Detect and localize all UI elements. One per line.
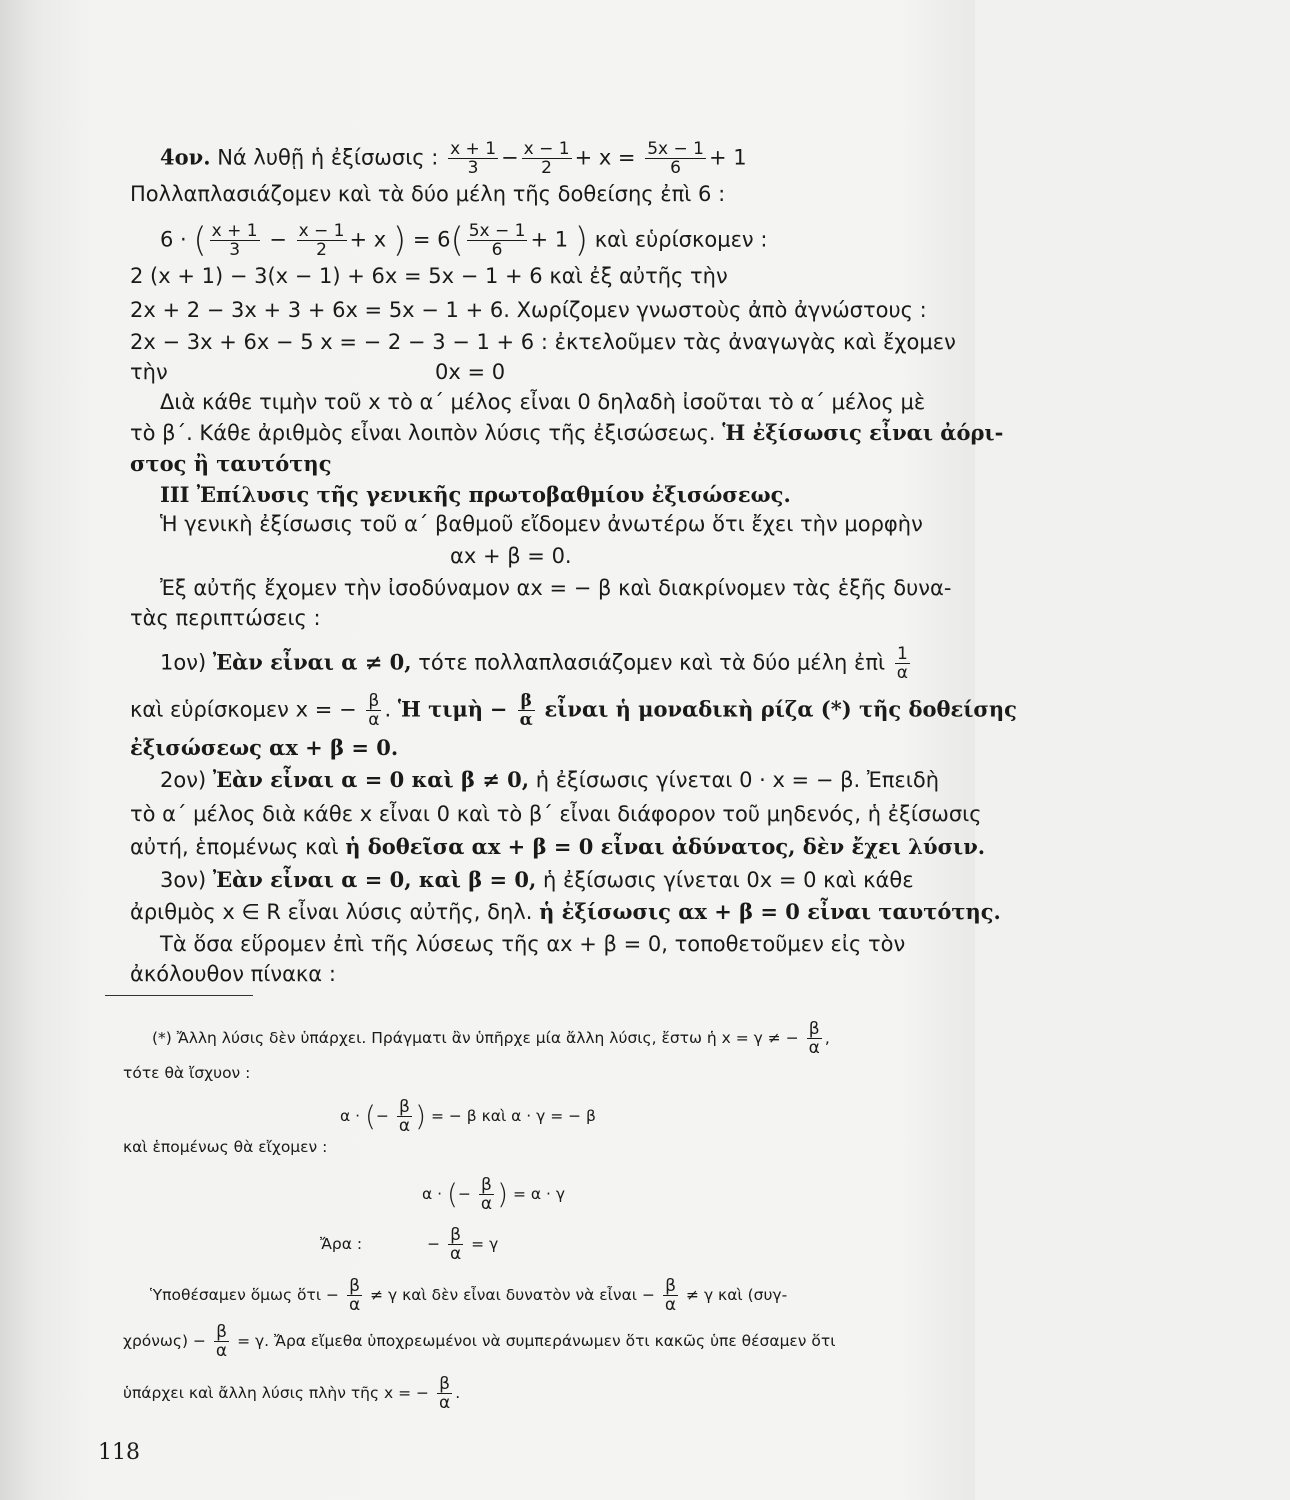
case-3-line — [160, 866, 1000, 894]
problem-text: Νά λυθῇ ἡ ἐξίσωσις : — [217, 145, 439, 170]
footnote-text: χρόνως) − — [123, 1332, 206, 1350]
footnote-text: ≠ γ καὶ (συγ- — [686, 1286, 788, 1304]
bold-text: εἶναι ἡ μοναδικὴ ρίζα (*) τῆς δοθείσης — [544, 696, 1017, 722]
footnote-line: (*) Ἄλλη λύσις δὲν ὑπάρχει. Πράγματι ἂν ὑπῆρχε μία ἄλλη λύσις, ἔστω ἡ x = γ ≠ − $\frac{\beta}{\alpha}$ , — [152, 1019, 830, 1058]
text-line: Πολλαπλασιάζομεν καὶ τὰ δύο μέλη τῆς δοθείσης ἐπὶ 6 : — [130, 182, 726, 206]
bold-text: Ἡ ἐξίσωσις εἶναι ἀόρι- — [722, 420, 1004, 445]
bold-text: Ἡ τιμὴ — [397, 696, 484, 722]
text-line: Ἡ γενικὴ ἐξίσωσις τοῦ α΄ βαθμοῦ εἴδομεν ἀνωτέρω ὅτι ἔχει τὴν μορφὴν — [160, 512, 923, 536]
footnote-line — [150, 1277, 990, 1314]
text-line: 2x − 3x + 6x − 5 x = − 2 − 3 − 1 + 6 : ἐκτελοῦμεν τὰς ἀναγωγὰς καὶ ἔχομεν — [130, 330, 956, 354]
text-line — [130, 358, 970, 386]
fraction: $\frac{5x - 1}{6}$ — [468, 221, 526, 260]
text-line: 2 (x + 1) − 3(x − 1) + 6x = 5x − 1 + 6 καὶ ἐξ αὐτῆς τὴν — [130, 264, 728, 288]
equation-line: 6 · ( $\frac{x + 1}{3}$ − $\frac{x - 1}{2}$ + x ) = 6( $\frac{5x - 1}{6}$ + 1 ) καὶ εὑρίσκομεν : — [160, 220, 768, 261]
text-line — [130, 833, 986, 861]
fraction: $\frac{x - 1}{2}$ — [298, 221, 345, 260]
fraction: $\frac{\beta}{\alpha}$ — [480, 1175, 493, 1214]
fraction: $\frac{\beta}{\alpha}$ — [368, 691, 380, 730]
fraction: $\frac{\beta}{\alpha}$ — [348, 1276, 361, 1315]
bold-text: ἡ ἐξίσωσις αx + β = 0 εἶναι ταυτότης. — [539, 899, 1001, 924]
case-label: 2ον) — [160, 768, 207, 792]
bold-text: Ἐὰν εἶναι α = 0 καὶ β ≠ 0, — [212, 767, 530, 792]
text-part: τὸ β΄. Κάθε ἀριθμὸς εἶναι λοιπὸν λύσις τῆς ἐξισώσεως. — [130, 421, 716, 445]
page-number: 118 — [98, 1440, 140, 1465]
problem-label: 4ον. — [160, 144, 211, 170]
fraction: $\frac{\beta}{\alpha}$ — [664, 1276, 677, 1315]
text-part: ἡ ἐξίσωσις γίνεται 0 · x = − β. Ἐπειδὴ — [535, 768, 940, 792]
footnote-rule — [105, 995, 253, 996]
equation-line: αx + β = 0. — [450, 544, 572, 568]
equation-part: = α · γ — [512, 1185, 566, 1203]
fraction: $\frac{\beta}{\alpha}$ — [808, 1019, 820, 1058]
equation-part: Ἄρα : — [320, 1235, 363, 1253]
section-heading: ΙΙΙ Ἐπίλυσις τῆς γενικῆς πρωτοβαθμίου ἐξισώσεως. — [160, 482, 791, 507]
text-line — [130, 898, 1001, 926]
problem-4-line: 4ον. Νά λυθῇ ἡ ἐξίσωσις : $\frac{x + 1}{3}$ − $\frac{x - 1}{2}$ + x = $\frac{5x - 1}{6}$ + 1 — [160, 139, 747, 178]
text-line: Τὰ ὅσα εὕρομεν ἐπὶ τῆς λύσεως τῆς αx + β = 0, τοποθετοῦμεν εἰς τὸν — [160, 932, 906, 956]
text-line: ἀκόλουθον πίνακα : — [130, 962, 336, 986]
equation-part: 0x = 0 — [435, 360, 506, 384]
text-line: 2x + 2 − 3x + 3 + 6x = 5x − 1 + 6. Χωρίζομεν γνωστοὺς ἀπὸ ἀγνώστους : — [130, 298, 927, 322]
footnote-line: καὶ ἑπομένως θὰ εἴχομεν : — [123, 1138, 328, 1156]
case-2-line — [160, 766, 1000, 794]
text-line: τὸ α΄ μέλος διὰ κάθε x εἶναι 0 καὶ τὸ β΄ εἶναι διάφορον τοῦ μηδενός, ἡ ἐξίσωσις — [130, 802, 982, 826]
case-label: 1ον) — [160, 650, 207, 675]
bold-text: Ἐὰν εἶναι α ≠ 0, — [212, 649, 412, 675]
fraction: $\frac{\beta}{\alpha}$ — [438, 1374, 451, 1413]
footnote-equation: Ἄρα : − $\frac{\beta}{\alpha}$ = γ — [320, 1225, 499, 1264]
fraction: $\frac{1}{\alpha}$ — [896, 644, 908, 683]
footnote-line: τότε θὰ ἴσχυον : — [123, 1064, 251, 1082]
text-part: τὴν — [130, 360, 168, 384]
fraction: $\frac{5x - 1}{6}$ — [647, 139, 704, 178]
fraction: $\frac{x + 1}{3}$ — [211, 221, 258, 260]
text-part: καὶ εὑρίσκομεν — [130, 697, 289, 722]
fraction: $\frac{\beta}{\alpha}$ — [450, 1225, 462, 1264]
footnote-text: ὑπάρχει καὶ ἄλλη λύσις πλὴν τῆς x = − — [123, 1384, 430, 1402]
fraction: $\frac{x + 1}{3}$ — [450, 139, 497, 178]
text-part: αὐτή, ἑπομένως καὶ — [130, 835, 339, 859]
case-1-line — [160, 645, 1000, 682]
equation-part: = − β καὶ α · γ = − β — [430, 1107, 596, 1125]
footnote-equation: α · (− $\frac{\beta}{\alpha}$ ) = α · γ — [422, 1175, 566, 1214]
case-label: 3ον) — [160, 868, 207, 892]
footnote-line: ὑπάρχει καὶ ἄλλη λύσις πλὴν τῆς x = − $\frac{\beta}{\alpha}$ . — [123, 1374, 461, 1413]
bold-line: ἐξισώσεως αx + β = 0. — [130, 735, 399, 760]
footnote-text: = γ. Ἄρα εἴμεθα ὑποχρεωμένοι νὰ συμπεράνωμεν ὅτι κακῶς ὑπε θέσαμεν ὅτι — [237, 1332, 836, 1350]
footnote-text: Ὑποθέσαμεν ὅμως ὅτι − — [150, 1286, 340, 1304]
text-line: καὶ εὑρίσκομεν x = − $\frac{\beta}{\alpha}$ . Ἡ τιμὴ − $\frac{\beta}{\alpha}$ εἶναι ἡ μοναδικὴ ρίζα (*) τῆς δοθείσης — [130, 691, 1017, 730]
text-line: Διὰ κάθε τιμὴν τοῦ x τὸ α΄ μέλος εἶναι 0 δηλαδὴ ἰσοῦται τὸ α΄ μέλος μὲ — [160, 390, 926, 414]
footnote-equation: α · (− $\frac{\beta}{\alpha}$ ) = − β καὶ α · γ = − β — [340, 1097, 596, 1136]
equation-part: = γ — [471, 1235, 499, 1253]
bold-text: ἡ δοθεῖσα αx + β = 0 εἶναι ἀδύνατος, δὲν ἔχει λύσιν. — [345, 834, 986, 859]
fraction: $\frac{\beta}{\alpha}$ — [215, 1322, 228, 1361]
text-line — [130, 419, 1004, 447]
footnote-line — [123, 1323, 963, 1360]
fraction: $\frac{\beta}{\alpha}$ — [519, 691, 533, 730]
footnote-text: ≠ γ καὶ δὲν εἶναι δυνατὸν νὰ εἶναι − — [370, 1286, 655, 1304]
text-line: Ἐξ αὐτῆς ἔχομεν τὴν ἰσοδύναμον αx = − β καὶ διακρίνομεν τὰς ἑξῆς δυνα- — [160, 576, 952, 600]
footnote-text: (*) Ἄλλη λύσις δὲν ὑπάρχει. Πράγματι ἂν ὑπῆρχε μία ἄλλη λύσις, ἔστω ἡ x = γ ≠ − — [152, 1029, 799, 1047]
text-part: ἀριθμὸς x ∈ R εἶναι λύσις αὐτῆς, δηλ. — [130, 900, 533, 924]
equation-part: καὶ εὑρίσκομεν : — [594, 227, 768, 252]
text-line: τὰς περιπτώσεις : — [130, 606, 321, 630]
text-part: ἡ ἐξίσωσις γίνεται 0x = 0 καὶ κάθε — [543, 868, 914, 892]
bold-text: Ἐὰν εἶναι α = 0, καὶ β = 0, — [212, 867, 537, 892]
fraction: $\frac{\beta}{\alpha}$ — [398, 1097, 411, 1136]
bold-line: στος ἢ ταυτότης — [130, 451, 332, 476]
fraction: $\frac{x - 1}{2}$ — [523, 139, 570, 178]
text-part: τότε πολλαπλασιάζομεν καὶ τὰ δύο μέλη ἐπὶ — [418, 650, 886, 675]
equation-part: 6 · — [160, 227, 187, 252]
